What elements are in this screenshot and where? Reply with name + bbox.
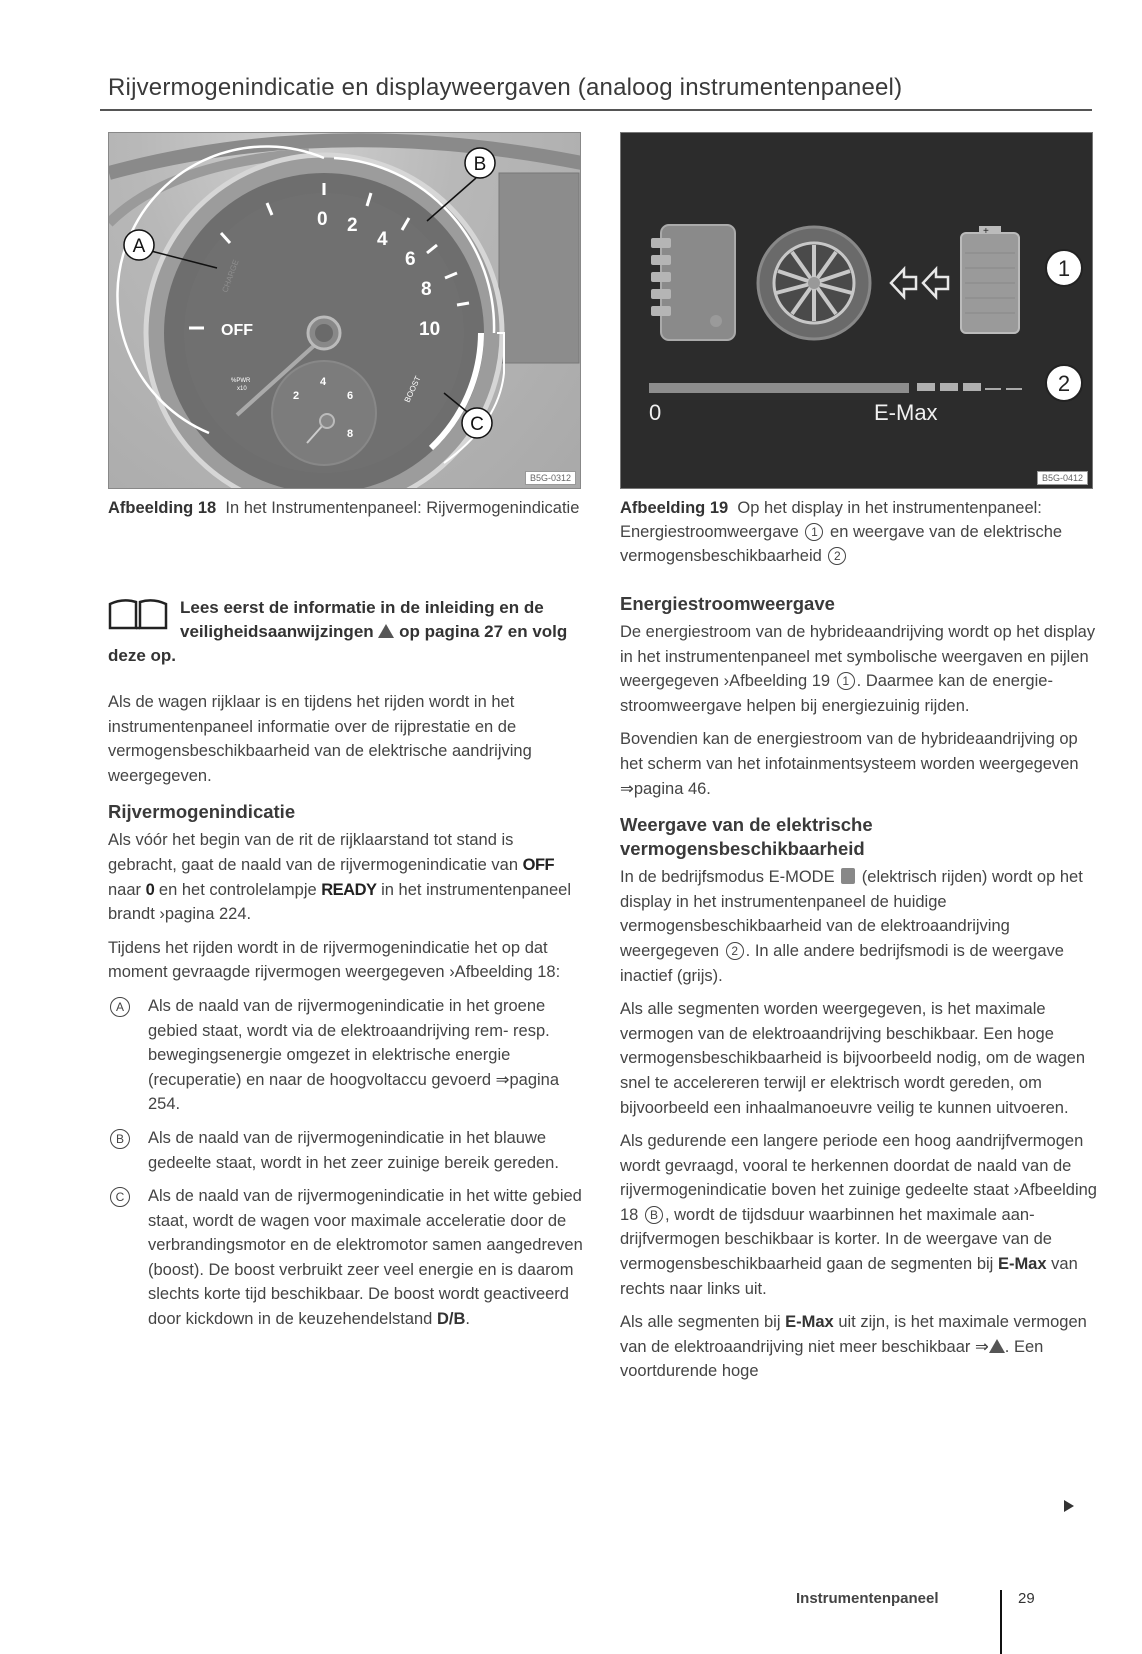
svg-text:4: 4: [320, 376, 327, 388]
svg-text:6: 6: [347, 390, 354, 402]
list-item-b: B Als de naald van de rijvermogenindicatie in het blauwe gedeelte staat, wordt in het zeer zuinige bereik gereden.: [108, 1126, 586, 1175]
continue-arrow-icon: [1064, 1500, 1074, 1512]
callout-a: A: [132, 236, 146, 257]
section-heading-energiestroomweergave: Energiestroomweergave: [620, 593, 835, 614]
page-number: 29: [1018, 1590, 1035, 1607]
svg-text:%PWR: %PWR: [231, 378, 251, 384]
gauge-scale-10: 10: [419, 319, 441, 340]
gauge-scale-6: 6: [405, 249, 416, 270]
figure-code: B5G-0412: [1037, 471, 1088, 485]
list-item-a: A Als de naald van de rijvermogenindicatie in het groene gebied staat, wordt via de elektroaandrijving rem- resp. bewegingsenergie omgezet in elektrische energie (recuperatie) en naar de hoogvoltaccu gevoerd ⇒pagina 254.: [108, 994, 586, 1117]
left-column: [108, 596, 586, 1341]
section-heading-vermogensbeschikbaarheid: Weergave van de elektrische vermogensbeschikbaarheid: [620, 814, 873, 860]
paragraph: Als alle segmenten worden weergegeven, is het maximale vermogen van de elektroaandrijving beschikbaar. Een hoge vermogensbeschikbaarheid is bijvoorbeeld nodig, om de wagen snel te accelereren terwijl er elektrisch wordt gereden, om bijvoorbeeld een inhaalmanoeuvre veilig te kunnen uitvoeren.: [620, 1000, 1086, 1117]
paragraph: In de bedrijfsmodus E-MODE (elektrisch rijden) wordt op het display in het instrumentenpaneel de huidige vermogensbeschikbaarheid van de elektroaandrijving weergegeven 2 . In alle andere bedrijfsmodi is de weergave inactief (grijs).: [620, 868, 1083, 985]
figure-code: B5G-0312: [525, 471, 576, 485]
paragraph: De energiestroom van de hybrideaandrijving wordt op het display in het instrumentenpaneel met symbolische weergaven en pijlen weergegeven ›Afbeelding 19 1 . Daarmee kan de energiestroomweergave helpen bij energiezuinig rijden.: [620, 623, 1096, 715]
footer-section: Instrumentenpaneel: [796, 1590, 939, 1607]
list-item-c: C Als de naald van de rijvermogenindicatie in het witte gebied staat, wordt de wagen voor maximale acceleratie door de verbrandingsmotor en de elektromotor samen aangedreven (boost). De boost verbruikt zeer veel energie en is daarom slechts korte tijd beschikbaar. De boost wordt geactiveerd door kickdown in de keuzehendelstand D/B.: [108, 1184, 586, 1332]
page-title: Rijvermogenindicatie en displayweergaven (analoog instrumentenpaneel): [108, 74, 903, 101]
gauge-scale-8: 8: [421, 279, 432, 300]
power-meter-gauge-illustration: [109, 133, 581, 489]
section-heading-rijvermogenindicatie: Rijvermogenindicatie: [108, 801, 296, 823]
flow-arrows-icon: [891, 269, 948, 297]
figure-19-caption: Afbeelding 19 Op het display in het instrumentenpaneel: Energiestroomweergave 1 en weergave van de elektrische vermogensbeschikbaarheid 2: [620, 499, 1063, 565]
bar-end-label: E-Max: [874, 400, 938, 425]
svg-text:BOOST: BOOST: [402, 374, 423, 404]
warning-icon: [378, 624, 394, 638]
gauge-scale-2: 2: [347, 215, 358, 236]
figure-19-display-image: [620, 132, 1093, 489]
callout-c: C: [470, 414, 484, 435]
paragraph: Als alle segmenten bij E-Max uit zijn, is het maximale vermogen van de elektroaandrijving niet meer beschikbaar ⇒ . Een voortdurende hoge: [620, 1313, 1087, 1381]
engine-icon: [651, 225, 735, 340]
e-mode-icon: [841, 868, 855, 884]
wheel-icon: [758, 227, 870, 339]
svg-text:8: 8: [347, 428, 354, 440]
callout-2: 2: [1057, 371, 1071, 396]
battery-icon: [961, 226, 1019, 333]
gauge-scale-4: 4: [377, 229, 388, 250]
bar-start-label: 0: [649, 400, 662, 425]
callout-b: B: [473, 154, 487, 175]
paragraph: Als gedurende een langere periode een hoog aandrijfvermogen wordt gevraagd, vooral te herkennen doordat de naald van de rijvermogenindicatie boven het zuinige gedeelte staat ›Afbeelding 18 B , wordt de tijdsduur waarbinnen het maximale aandrijfvermogen beschikbaar is korter. In de weergave van de vermogensbeschikbaarheid gaan de segmenten bij E-Max van rechts naar links uit.: [620, 1132, 1097, 1298]
marker-a: A: [110, 997, 130, 1017]
figure-18-gauge-image: [108, 132, 581, 489]
paragraph: Als vóór het begin van de rit de rijklaarstand tot stand is gebracht, gaat de naald van de rijvermogenindicatie van OFF naar 0 en het controlelampje READY in het instrumentenpaneel brandt ›pagina 224.: [108, 831, 572, 924]
paragraph: Tijdens het rijden wordt in de rijvermogenindicatie het op dat moment gevraagde rijvermogen weergegeven ›Afbeelding 18:: [108, 938, 561, 982]
gauge-off-label: OFF: [221, 322, 253, 339]
energy-flow-display-illustration: [621, 133, 1093, 489]
svg-text:2: 2: [293, 390, 300, 402]
power-availability-bar: [649, 383, 909, 393]
intro-paragraph: Als de wagen rijklaar is en tijdens het rijden wordt in het instrumentenpaneel informatie over de rijprestatie en de vermogensbeschikbaarheid van de elektrische aandrijving weergegeven.: [108, 693, 532, 785]
right-column: [620, 590, 1098, 1393]
svg-text:CHARGE: CHARGE: [220, 258, 241, 294]
book-icon: [108, 598, 168, 632]
marker-b: B: [110, 1129, 130, 1149]
marker-c: C: [110, 1187, 130, 1207]
footer-divider: [1000, 1590, 1002, 1654]
warning-icon: [989, 1339, 1005, 1353]
svg-text:x10: x10: [237, 386, 247, 392]
title-divider: [100, 109, 1092, 111]
paragraph: Bovendien kan de energiestroom van de hybrideaandrijving op het scherm van het infotainmentsysteem worden weergegeven ⇒pagina 46.: [620, 730, 1079, 798]
figure-18-caption: Afbeelding 18 In het Instrumentenpaneel: Rijvermogenindicatie: [108, 499, 580, 517]
callout-1: 1: [1057, 256, 1071, 281]
safety-note: Lees eerst de informatie in de inleiding en de veiligheidsaanwijzingen op pagina 27 en volg deze op.: [108, 598, 568, 665]
gauge-scale-0: 0: [317, 209, 328, 230]
svg-text:+: +: [983, 226, 989, 237]
